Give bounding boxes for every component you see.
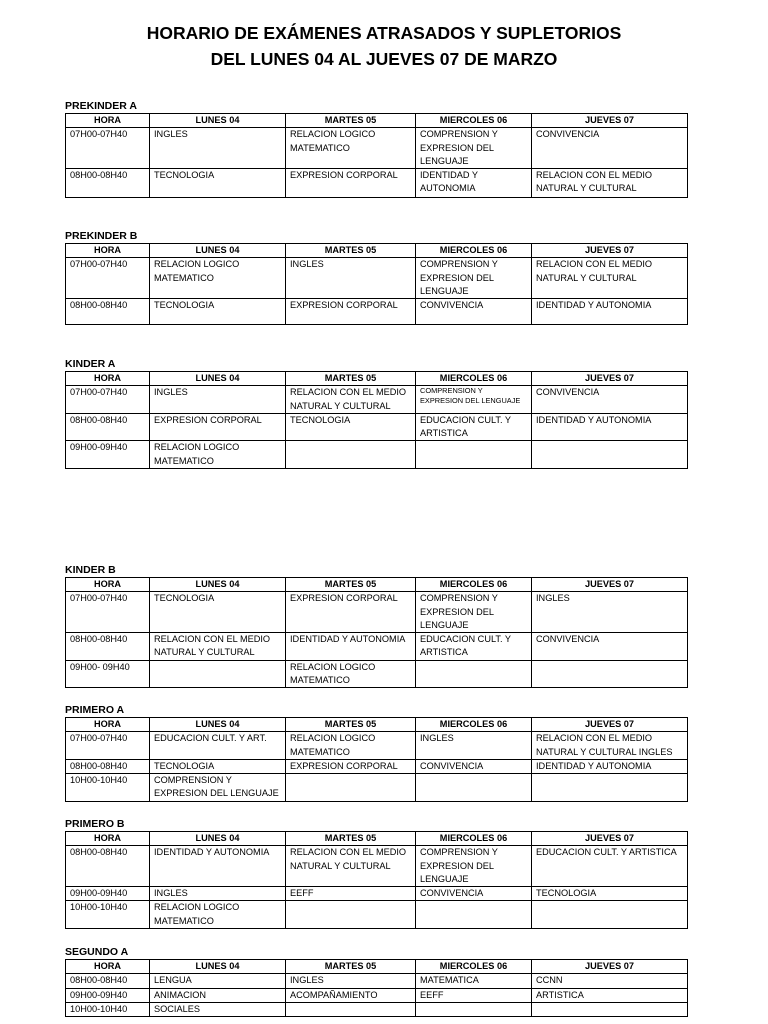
- subject-cell: ACOMPAÑAMIENTO: [286, 988, 416, 1002]
- column-header: LUNES 04: [150, 960, 286, 974]
- time-cell: 08H00-08H40: [66, 169, 150, 198]
- subject-cell: EXPRESION CORPORAL: [286, 759, 416, 773]
- column-header: MIERCOLES 06: [416, 114, 532, 128]
- section-label: KINDER B: [65, 564, 116, 576]
- subject-cell: [416, 441, 532, 469]
- table-row: [66, 413, 688, 441]
- subject-cell: EXPRESION CORPORAL: [286, 592, 416, 633]
- subject-cell: IDENTIDAD Y AUTONOMIA: [532, 413, 688, 441]
- column-header: JUEVES 07: [532, 718, 688, 732]
- subject-cell: ANIMACION: [150, 988, 286, 1002]
- time-cell: 07H00-07H40: [66, 128, 150, 169]
- column-header: LUNES 04: [150, 244, 286, 258]
- column-header: LUNES 04: [150, 114, 286, 128]
- schedule-table: [65, 577, 688, 688]
- table-row: [66, 660, 688, 688]
- schedule-table: [65, 831, 688, 929]
- subject-cell: [286, 441, 416, 469]
- column-header: MIERCOLES 06: [416, 832, 532, 846]
- time-cell: 10H00-10H40: [66, 774, 150, 802]
- subject-cell: COMPRENSION Y EXPRESION DEL LENGUAJE: [416, 592, 532, 633]
- time-cell: 09H00-09H40: [66, 887, 150, 901]
- subject-cell: INGLES: [150, 128, 286, 169]
- subject-cell: TECNOLOGIA: [286, 413, 416, 441]
- header-row: [66, 114, 688, 128]
- subject-cell: IDENTIDAD Y AUTONOMIA: [532, 759, 688, 773]
- section-label: SEGUNDO A: [65, 946, 129, 958]
- table-row: [66, 732, 688, 760]
- header-row: [66, 718, 688, 732]
- schedule-table: [65, 243, 688, 325]
- time-cell: 07H00-07H40: [66, 386, 150, 414]
- subject-cell: RELACION LOGICO MATEMATICO: [286, 732, 416, 760]
- subject-cell: [532, 1002, 688, 1016]
- column-header: HORA: [66, 578, 150, 592]
- subject-cell: [416, 901, 532, 929]
- subject-cell: COMPRENSION Y EXPRESION DEL LENGUAJE: [416, 128, 532, 169]
- section-label: PRIMERO B: [65, 818, 125, 830]
- subject-cell: RELACION CON EL MEDIO NATURAL Y CULTURAL: [532, 258, 688, 299]
- title-line-2: DEL LUNES 04 AL JUEVES 07 DE MARZO: [210, 49, 558, 69]
- subject-cell: RELACION CON EL MEDIO NATURAL Y CULTURAL: [532, 169, 688, 198]
- column-header: LUNES 04: [150, 578, 286, 592]
- subject-cell: RELACION LOGICO MATEMATICO: [286, 128, 416, 169]
- subject-cell: RELACION CON EL MEDIO NATURAL Y CULTURAL: [286, 386, 416, 414]
- subject-cell: EEFF: [416, 988, 532, 1002]
- subject-cell: INGLES: [150, 887, 286, 901]
- time-cell: 07H00-07H40: [66, 592, 150, 633]
- column-header: JUEVES 07: [532, 832, 688, 846]
- time-cell: 10H00-10H40: [66, 901, 150, 929]
- subject-cell: RELACION CON EL MEDIO NATURAL Y CULTURAL: [286, 846, 416, 887]
- time-cell: 09H00-09H40: [66, 988, 150, 1002]
- column-header: JUEVES 07: [532, 244, 688, 258]
- column-header: HORA: [66, 832, 150, 846]
- subject-cell: INGLES: [532, 592, 688, 633]
- table-row: [66, 299, 688, 325]
- column-header: MIERCOLES 06: [416, 718, 532, 732]
- subject-cell: SOCIALES: [150, 1002, 286, 1016]
- subject-cell: COMPRENSION Y EXPRESION DEL LENGUAJE: [416, 258, 532, 299]
- schedule-table: [65, 371, 688, 469]
- time-cell: 08H00-08H40: [66, 846, 150, 887]
- time-cell: 07H00-07H40: [66, 732, 150, 760]
- column-header: MARTES 05: [286, 832, 416, 846]
- column-header: MARTES 05: [286, 114, 416, 128]
- time-cell: 08H00-08H40: [66, 413, 150, 441]
- column-header: JUEVES 07: [532, 372, 688, 386]
- time-cell: 09H00- 09H40: [66, 660, 150, 688]
- column-header: MIERCOLES 06: [416, 372, 532, 386]
- subject-cell: TECNOLOGIA: [150, 299, 286, 325]
- table-row: [66, 974, 688, 988]
- header-row: [66, 372, 688, 386]
- header-row: [66, 832, 688, 846]
- subject-cell: IDENTIDAD Y AUTONOMIA: [532, 299, 688, 325]
- section-label: KINDER A: [65, 358, 116, 370]
- subject-cell: EDUCACION CULT. Y ARTISTICA: [416, 413, 532, 441]
- time-cell: 08H00-08H40: [66, 974, 150, 988]
- column-header: JUEVES 07: [532, 114, 688, 128]
- column-header: HORA: [66, 718, 150, 732]
- subject-cell: [286, 901, 416, 929]
- subject-cell: COMPRENSION Y EXPRESION DEL LENGUAJE: [416, 386, 532, 414]
- column-header: MARTES 05: [286, 960, 416, 974]
- subject-cell: [532, 660, 688, 688]
- subject-cell: INGLES: [286, 974, 416, 988]
- subject-cell: CONVIVENCIA: [416, 887, 532, 901]
- header-row: [66, 578, 688, 592]
- subject-cell: [286, 1002, 416, 1016]
- subject-cell: RELACION CON EL MEDIO NATURAL Y CULTURAL INGLES: [532, 732, 688, 760]
- subject-cell: COMPRENSION Y EXPRESION DEL LENGUAJE: [416, 846, 532, 887]
- header-row: [66, 244, 688, 258]
- subject-cell: EXPRESION CORPORAL: [150, 413, 286, 441]
- time-cell: 08H00-08H40: [66, 299, 150, 325]
- column-header: HORA: [66, 960, 150, 974]
- section-3: [65, 564, 687, 688]
- column-header: MARTES 05: [286, 244, 416, 258]
- schedule-table: [65, 717, 688, 802]
- column-header: MIERCOLES 06: [416, 960, 532, 974]
- table-row: [66, 633, 688, 661]
- section-4: [65, 704, 687, 802]
- subject-cell: RELACION LOGICO MATEMATICO: [150, 441, 286, 469]
- table-row: [66, 441, 688, 469]
- subject-cell: INGLES: [286, 258, 416, 299]
- subject-cell: CONVIVENCIA: [416, 759, 532, 773]
- subject-cell: IDENTIDAD Y AUTONOMIA: [286, 633, 416, 661]
- subject-cell: [286, 774, 416, 802]
- section-0: [65, 100, 687, 198]
- subject-cell: TECNOLOGIA: [532, 887, 688, 901]
- table-row: [66, 774, 688, 802]
- time-cell: 08H00-08H40: [66, 633, 150, 661]
- subject-cell: EDUCACION CULT. Y ARTISTICA: [416, 633, 532, 661]
- subject-cell: INGLES: [416, 732, 532, 760]
- header-row: [66, 960, 688, 974]
- subject-cell: IDENTIDAD Y AUTONOMIA: [150, 846, 286, 887]
- table-row: [66, 128, 688, 169]
- time-cell: 10H00-10H40: [66, 1002, 150, 1016]
- column-header: HORA: [66, 372, 150, 386]
- subject-cell: [416, 660, 532, 688]
- column-header: HORA: [66, 114, 150, 128]
- subject-cell: INGLES: [150, 386, 286, 414]
- subject-cell: ARTISTICA: [532, 988, 688, 1002]
- subject-cell: EXPRESION CORPORAL: [286, 299, 416, 325]
- table-row: [66, 887, 688, 901]
- column-header: HORA: [66, 244, 150, 258]
- table-row: [66, 169, 688, 198]
- subject-cell: RELACION LOGICO MATEMATICO: [286, 660, 416, 688]
- column-header: LUNES 04: [150, 832, 286, 846]
- subject-cell: RELACION LOGICO MATEMATICO: [150, 901, 286, 929]
- subject-cell: EEFF: [286, 887, 416, 901]
- section-label: PREKINDER A: [65, 100, 137, 112]
- time-cell: 07H00-07H40: [66, 258, 150, 299]
- column-header: JUEVES 07: [532, 578, 688, 592]
- subject-cell: EXPRESION CORPORAL: [286, 169, 416, 198]
- section-label: PREKINDER B: [65, 230, 138, 242]
- column-header: LUNES 04: [150, 718, 286, 732]
- subject-cell: TECNOLOGIA: [150, 169, 286, 198]
- subject-cell: RELACION CON EL MEDIO NATURAL Y CULTURAL: [150, 633, 286, 661]
- column-header: MIERCOLES 06: [416, 578, 532, 592]
- subject-cell: EDUCACION CULT. Y ART.: [150, 732, 286, 760]
- section-5: [65, 818, 687, 929]
- table-row: [66, 901, 688, 929]
- subject-cell: CONVIVENCIA: [532, 633, 688, 661]
- table-row: [66, 988, 688, 1002]
- table-row: [66, 386, 688, 414]
- title-line-1: HORARIO DE EXÁMENES ATRASADOS Y SUPLETORIOS: [146, 23, 622, 43]
- section-1: [65, 230, 687, 325]
- subject-cell: EDUCACION CULT. Y ARTISTICA: [532, 846, 688, 887]
- column-header: MARTES 05: [286, 372, 416, 386]
- table-row: [66, 1002, 688, 1016]
- subject-cell: TECNOLOGIA: [150, 592, 286, 633]
- column-header: MARTES 05: [286, 578, 416, 592]
- subject-cell: COMPRENSION Y EXPRESION DEL LENGUAJE: [150, 774, 286, 802]
- subject-cell: [416, 1002, 532, 1016]
- section-2: [65, 358, 687, 469]
- subject-cell: [532, 774, 688, 802]
- schedule-table: [65, 113, 688, 198]
- subject-cell: IDENTIDAD Y AUTONOMIA: [416, 169, 532, 198]
- time-cell: 08H00-08H40: [66, 759, 150, 773]
- table-row: [66, 592, 688, 633]
- table-row: [66, 759, 688, 773]
- subject-cell: MATEMATICA: [416, 974, 532, 988]
- subject-cell: CONVIVENCIA: [416, 299, 532, 325]
- subject-cell: [150, 660, 286, 688]
- subject-cell: [532, 441, 688, 469]
- column-header: MARTES 05: [286, 718, 416, 732]
- table-row: [66, 846, 688, 887]
- subject-cell: LENGUA: [150, 974, 286, 988]
- document-title: [0, 20, 768, 72]
- column-header: LUNES 04: [150, 372, 286, 386]
- column-header: JUEVES 07: [532, 960, 688, 974]
- subject-cell: [416, 774, 532, 802]
- table-row: [66, 258, 688, 299]
- subject-cell: CONVIVENCIA: [532, 386, 688, 414]
- subject-cell: [532, 901, 688, 929]
- section-label: PRIMERO A: [65, 704, 125, 716]
- schedule-table: [65, 959, 688, 1017]
- subject-cell: RELACION LOGICO MATEMATICO: [150, 258, 286, 299]
- subject-cell: TECNOLOGIA: [150, 759, 286, 773]
- time-cell: 09H00-09H40: [66, 441, 150, 469]
- section-6: [65, 946, 687, 1017]
- column-header: MIERCOLES 06: [416, 244, 532, 258]
- subject-cell: CCNN: [532, 974, 688, 988]
- subject-cell: CONVIVENCIA: [532, 128, 688, 169]
